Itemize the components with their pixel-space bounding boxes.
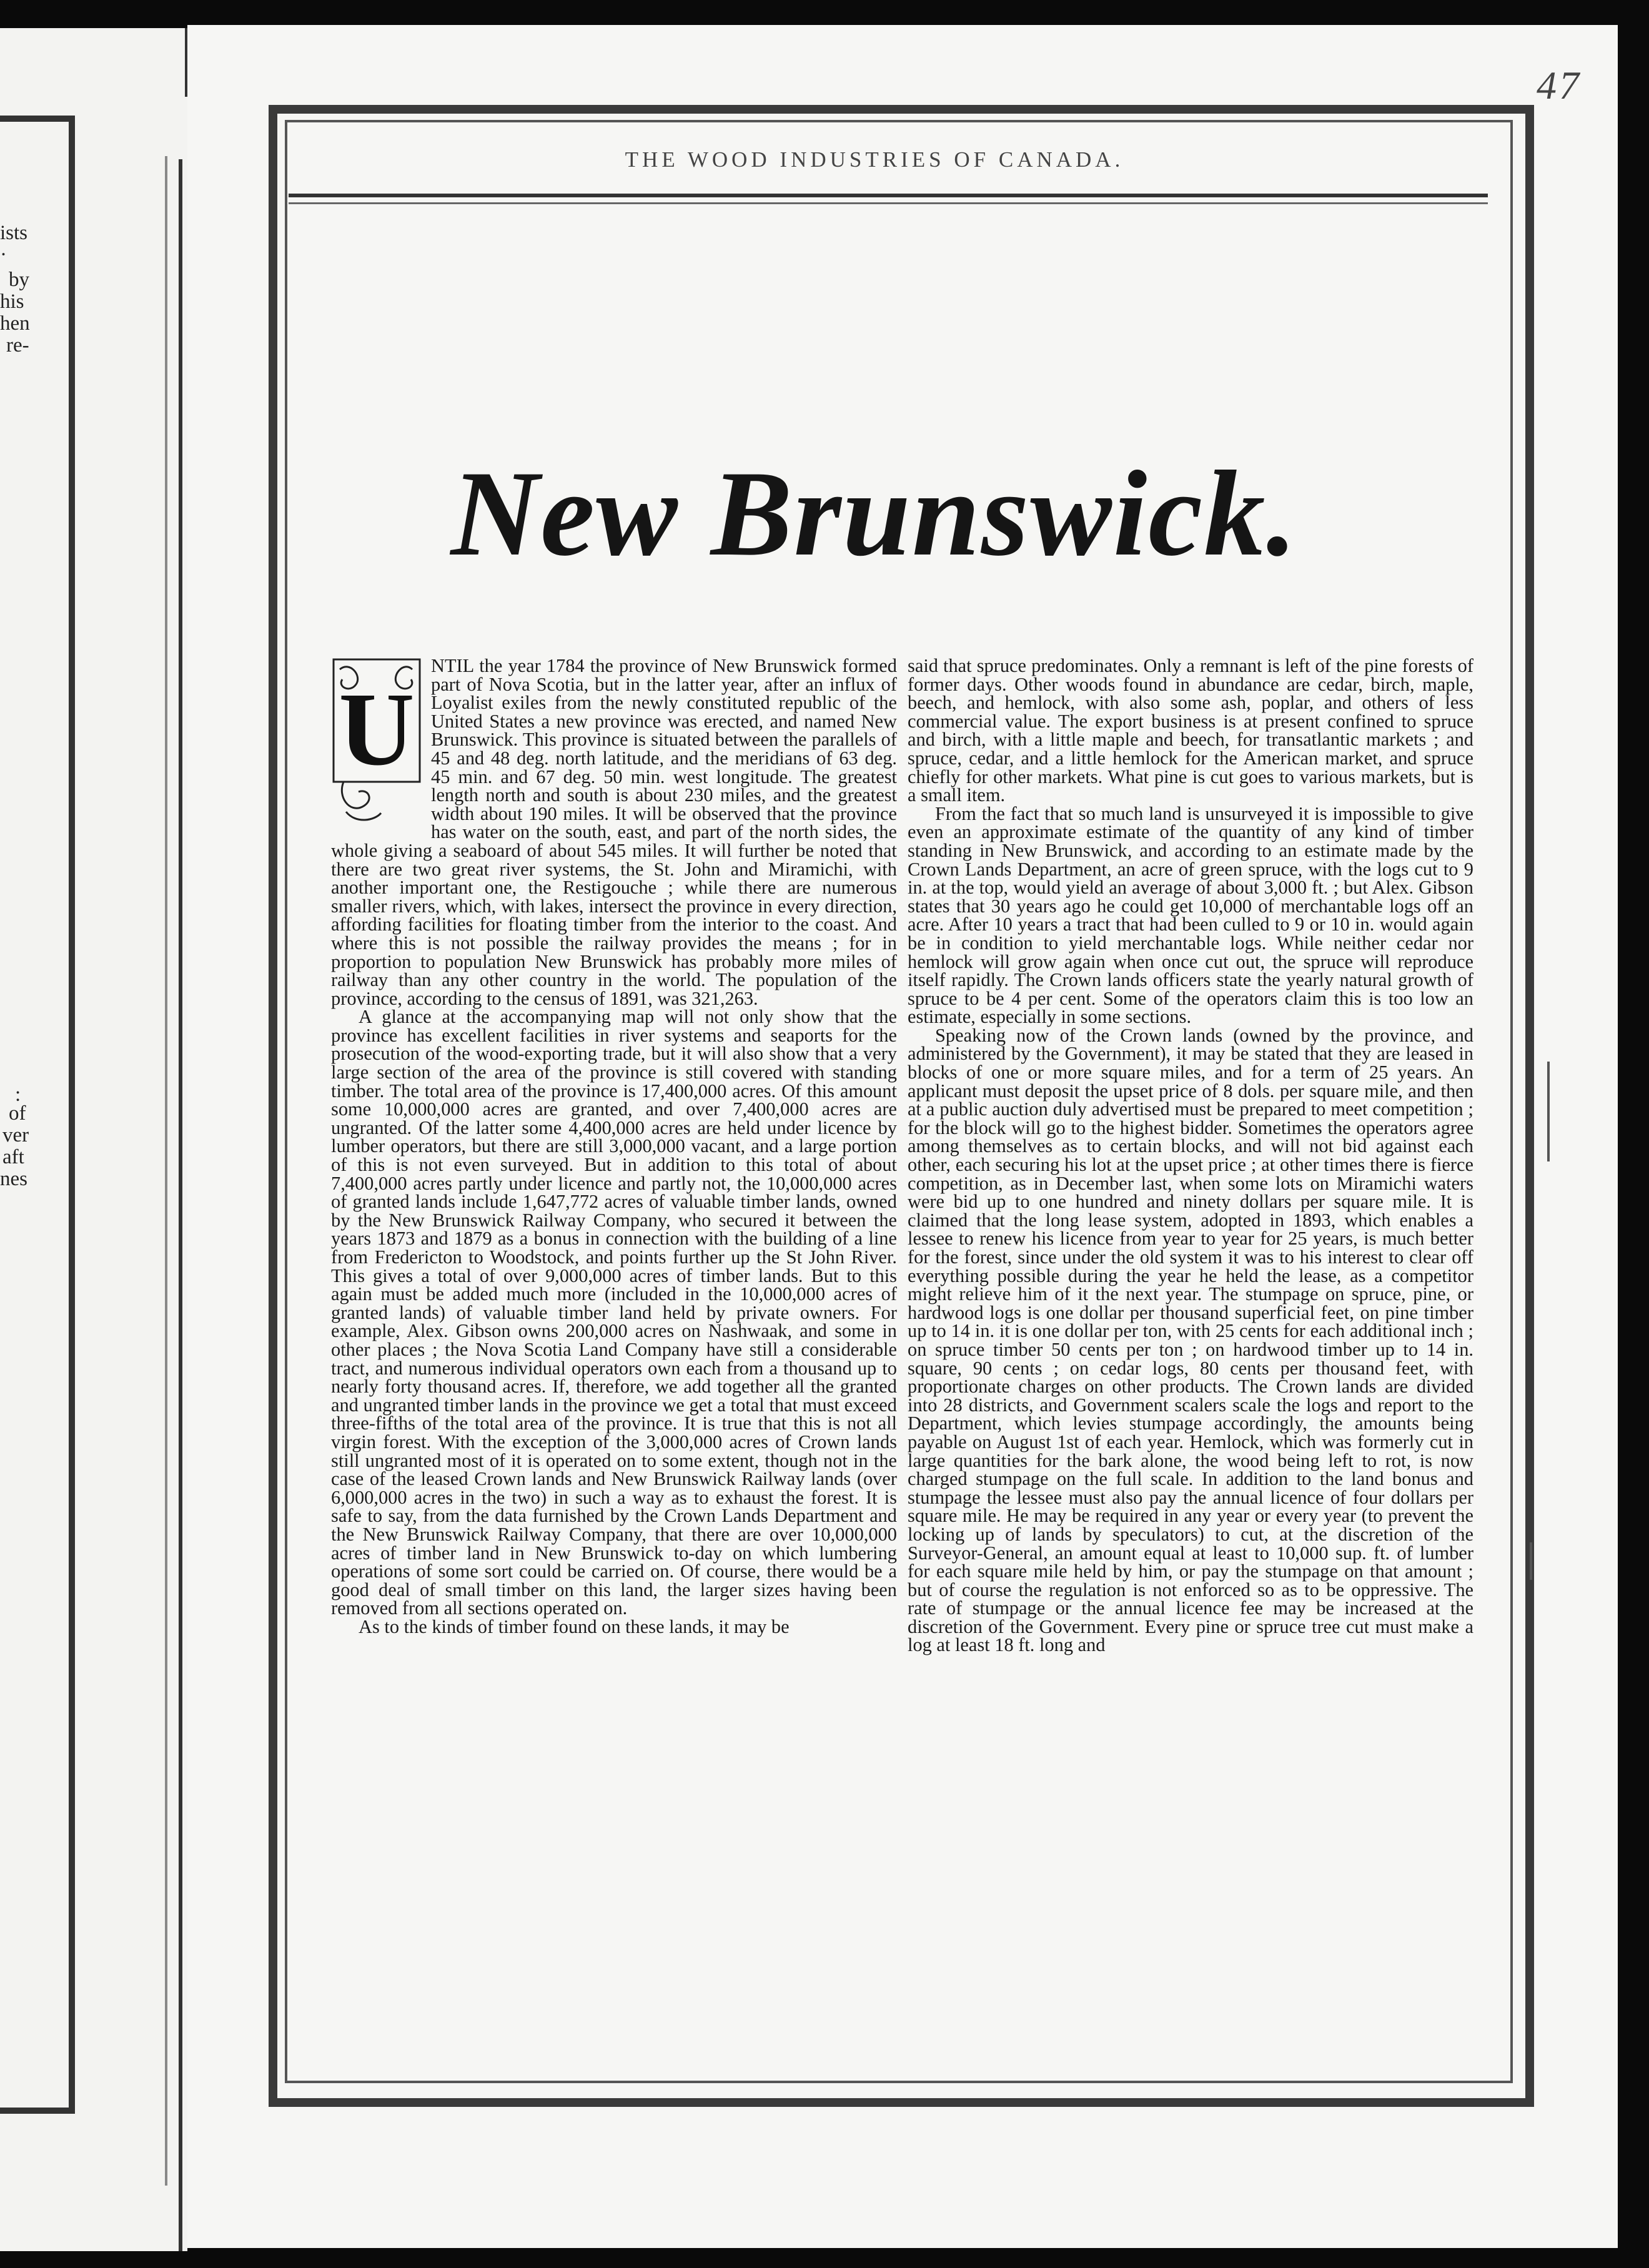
left-fragment-line: nes — [0, 1168, 27, 1190]
article-paragraph: From the fact that so much land is unsurveyed it is impossible to give even an approximate estimate of the quantity of any kind of timber standing in New Brunswick, and according to an estimate made by the Crown Lands Department, an acre of green spruce, with the logs cut to 9 in. at the top, would yield an average of about 3,000 ft. ; but Alex. Gibson states that 30 years ago he could get 10,000 of merchantable logs off an acre. After 10 years a tract that had been culled to 9 or 10 in. would again be in condition to yield merchantable logs. While neither cedar nor hemlock will grow again when once cut out, the spruce will reproduce itself rapidly. The Crown lands officers state the yearly natural growth of spruce to be 4 per cent. Some of the operators claim this is too low an estimate, especially in some sections. — [908, 802, 1473, 1028]
left-fragment-line: by — [9, 269, 29, 291]
article-paragraph-text: NTIL the year 1784 the province of New Brunswick formed part of Nova Scotia, but in the latter year, after an influx of Loyalist exiles from the newly constituted republic of the United States a new province was erected, and named New Brunswick. This province is situated between the parallels of 45 and 48 deg. north latitude, and the meridians of 63 deg. 45 min. and 67 deg. 50 min. west longitude. The greatest length north and south is about 230 miles, and the greatest width about 190 miles. It will be observed that the province has water on the south, east, and part of the north sides, the whole giving a seaboard of about 545 miles. It will further be noted that there are two great river systems, the St. John and Miramichi, with another important one, the Restigouche ; while there are numerous smaller rivers, which, with lakes, intersect the province in every direction, affording facilities for floating timber from the interior to the coast. And where this is not possible the railway provides the means ; for in proportion to population New Brunswick has probably more miles of railway than any other country in the world. The population of the province, according to the census of 1891, was 321,263. — [331, 655, 897, 1009]
left-fragment-line: hen — [0, 312, 30, 335]
spine-shadow — [165, 156, 167, 2186]
article-paragraph: A glance at the accompanying map will not only show that the province has excellent facilities in river systems and seaports for the prosecution of the wood-exporting trade, but it will also show that a very large section of the area of the province is still covered with standing timber. The total area of the province is 17,400,000 acres. Of this amount some 10,000,000 acres are granted, and over 7,400,000 acres are ungranted. Of the latter some 4,400,000 acres are held under licence by lumber operators, but there are still 3,000,000 vacant, and a large portion of this is not even surveyed. But in addition to this total of about 7,400,000 acres partly under licence and partly not, the 10,000,000 acres of granted lands include 1,647,772 acres of valuable timber lands, owned by the New Brunswick Railway Company, who secured it between the years 1873 and 1879 as a bonus in connection with the building of a line from Fredericton to Woodstock, and points further up the St John River. This gives a total of over 9,000,000 acres of timber lands. But to this again must be added much more (included in the 10,000,000 acres of granted lands) of valuable timber land held by private owners. For example, Alex. Gibson owns 200,000 acres on Nashwaak, and some in other places ; the Nova Scotia Land Company have still a considerable tract, and numerous individual operators own each from a thousand up to nearly forty thousand acres. If, therefore, we add together all the granted and ungranted timber lands in the province we get a total that must exceed three-fifths of the total area of the province. It is true that this is not all virgin forest. With the exception of the 3,000,000 acres of Crown lands still ungranted most of it is operated on to some extent, though not in the case of the leased Crown lands and New Brunswick Railway lands (over 6,000,000 acres in the two) in such a way as to exhaust the forest. It is safe to say, from the data furnished by the Crown Lands Department and the New Brunswick Railway Company, that there are over 10,000,000 acres of timber land in New Brunswick to-day on which lumbering operations of some sort could be carried on. Of course, there would be a good deal of small timber on this land, the larger sizes having been removed from all sections operated on. — [331, 1006, 897, 1619]
ornamental-dropcap-u-icon — [331, 657, 422, 824]
left-page-gutter-rule — [179, 159, 182, 2251]
article-title: New Brunswick. — [450, 446, 1299, 581]
article-column-right — [908, 657, 1473, 1655]
article-paragraph: As to the kinds of timber found on these lands, it may be — [359, 1615, 790, 1637]
header-rule — [289, 194, 1488, 204]
article-paragraph: said that spruce predominates. Only a remnant is left of the pine forests of former days. Other woods found in abundance are cedar, birch, maple, beech, and hemlock, with also some ash, poplar, and others of less commercial value. The export business is at present confined to spruce and birch, with a little maple and beech, for transatlantic markets ; and spruce, cedar, and a little hemlock for the American market, and spruce chiefly for other markets. What pine is cut goes to various markets, but is a small item. — [908, 655, 1473, 806]
margin-mark — [1547, 1062, 1550, 1161]
left-fragment-line: of — [9, 1102, 26, 1125]
left-fragment-line: aft — [2, 1146, 24, 1168]
dropcap-letter: U — [339, 671, 415, 787]
left-facing-page — [0, 28, 187, 2251]
article-paragraph: Speaking now of the Crown lands (owned by the province, and administered by the Government), it may be stated that they are leased in blocks of one or more square miles, and for a term of 25 years. An applicant must deposit the upset price of 8 dols. per square mile, and then at a public auction duly advertised must be prepared to meet competition ; for the block will go to the highest bidder. Sometimes the operators agree among themselves as to certain blocks, and will not bid against each other, each securing his lot at the upset price ; at other times there is fierce competition, as in December last, when some lots on Miramichi waters were bid up to one hundred and ninety dollars per square mile. It is claimed that the long lease system, adopted in 1893, which enables a lessee to renew his licence from year to year for 25 years, is much better for the forest, since under the old system it was to his interest to clear off everything possible during the year he held the lease, as a competitor might relieve him of it the next year. The stumpage on spruce, pine, or hardwood logs is one dollar per thousand superficial feet, on pine timber up to 14 in. it is one dollar per ton, with 25 cents for each additional inch ; on spruce timber 50 cents per ton ; on hardwood timber up to 14 in. square, 90 cents ; on cedar logs, 80 cents per thousand feet, with proportionate charges on other products. The Crown lands are divided into 28 districts, and Government scalers scale the logs and report to the Department, which levies stumpage accordingly, the amounts being payable on August 1st of each year. Hemlock, which was formerly cut in large quantities for the bark alone, the wood being left to rot, is now charged stumpage on the full scale. In addition to the land bonus and stumpage the lessee must also pay the annual licence of four dollars per square mile. He may be required in any year or every year (to prevent the locking up of lands by speculators) to cut, at the discretion of the Surveyor-General, an amount equal at least to 10,000 sup. ft. of lumber for each square mile held by him, or pay the stumpage on that amount ; but of course the regulation is not enforced so as to be oppressive. The rate of stumpage or the annual licence fee may be increased at the discretion of the Government. Every pine or spruce tree cut must make a log at least 18 ft. long and — [908, 1024, 1473, 1656]
article-column-left — [331, 657, 897, 1636]
left-fragment-line: his — [0, 290, 24, 313]
article-paragraph — [331, 657, 897, 1008]
left-fragment-line: re- — [6, 334, 29, 357]
left-fragment-line: : — [15, 1083, 21, 1106]
left-fragment-line: ists — [0, 222, 28, 244]
running-head: THE WOOD INDUSTRIES OF CANADA. — [625, 147, 1124, 172]
left-fragment-line: · — [0, 244, 7, 266]
left-fragment-line: ver — [2, 1124, 29, 1146]
margin-mark — [1530, 1542, 1532, 1580]
page-number: 47 — [1537, 63, 1582, 107]
